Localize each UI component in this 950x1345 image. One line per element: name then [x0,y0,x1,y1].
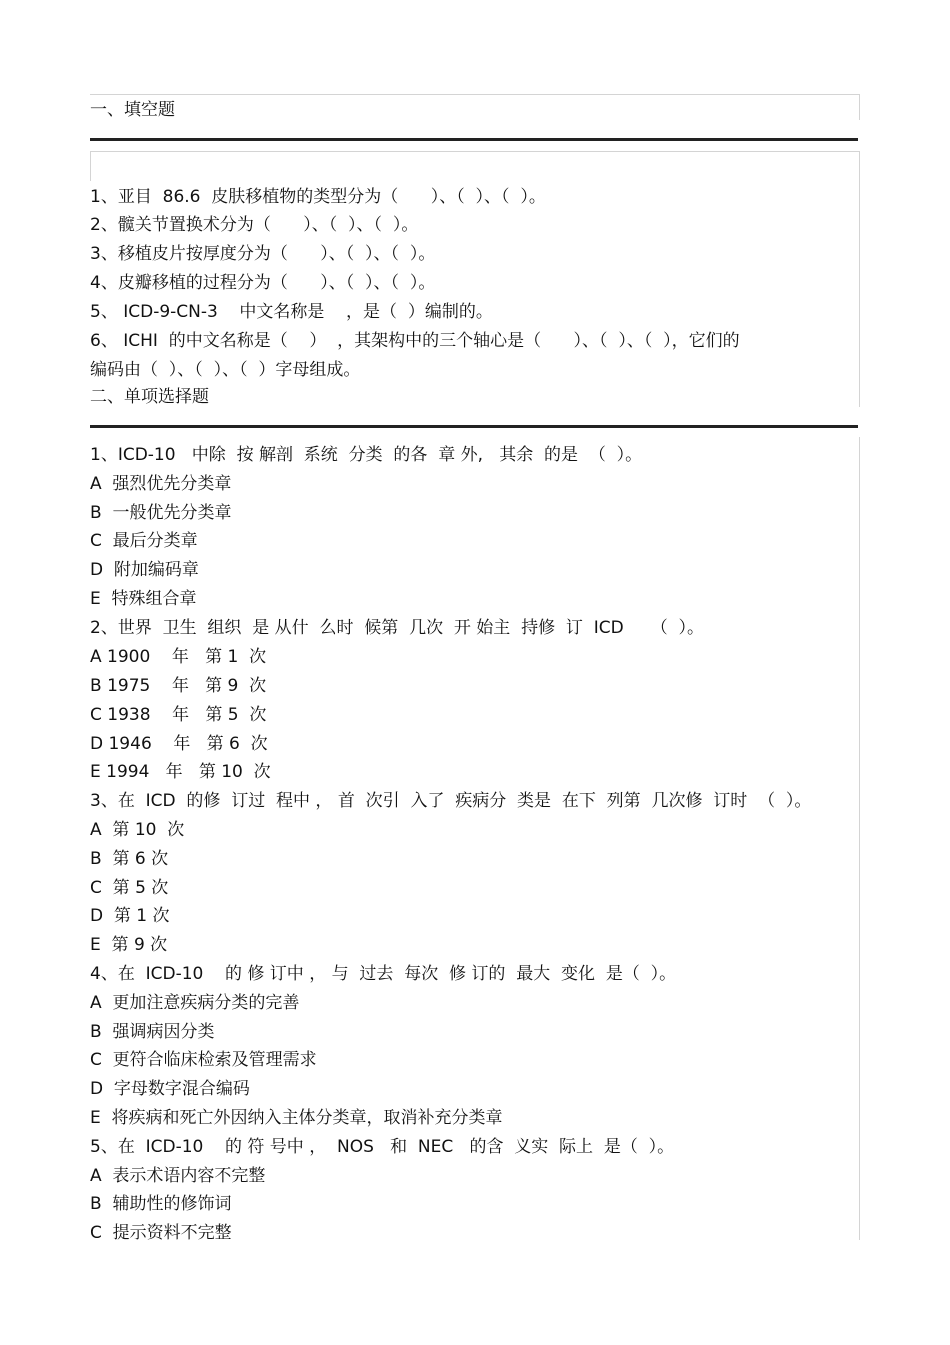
option-line: D 附加编码章 [90,560,199,580]
option-line: C 第 5 次 [90,878,169,898]
option-line: E 特殊组合章 [90,589,197,609]
fill-in-question-continued: 编码由（ ）、（ ）、（ ）字母组成。 [90,360,361,380]
question-2: 2、世界 卫生 组织 是 从什 么时 候第 几次 开 始主 持修 订 ICD （ ）。 [90,618,704,638]
frame-line [859,151,860,407]
option-line: D 第 1 次 [90,906,170,926]
fill-in-question: 1、亚目 86.6 皮肤移植物的类型分为（ ）、（ ）、（ ）。 [90,187,546,207]
option-line: A 第 10 次 [90,820,185,840]
frame-line [90,151,860,152]
option-line: E 第 9 次 [90,935,168,955]
option-line: A 1900 年 第 1 次 [90,647,267,667]
frame-line [859,437,860,1240]
option-line: D 1946 年 第 6 次 [90,734,268,754]
question-1: 1、ICD-10 中除 按 解剖 系统 分类 的各 章 外, 其余 的是 （ ）。 [90,445,643,465]
fill-in-question: 4、皮瓣移植的过程分为（ ）、（ ）、（ ）。 [90,273,436,293]
question-4: 4、在 ICD-10 的 修 订中 ， 与 过去 每次 修 订的 最大 变化 是（ ）。 [90,964,677,984]
question-3: 3、在 ICD 的修 订过 程中 ， 首 次引 入了 疾病分 类是 在下 列第 几次修 订时 （ ）。 [90,791,812,811]
option-line: A 更加注意疾病分类的完善 [90,993,300,1013]
option-line: B 强调病因分类 [90,1022,215,1042]
question-5: 5、在 ICD-10 的 符 号中 ， NOS 和 NEC 的含 义实 际上 是（ ）。 [90,1137,675,1157]
option-line: D 字母数字混合编码 [90,1079,250,1099]
fill-in-question: 5、 ICD-9-CN-3 中文名称是 ，是（ ）编制的。 [90,302,493,322]
option-line: B 一般优先分类章 [90,503,232,523]
section-heading-fill-in: 一、填空题 [90,100,175,120]
option-line: E 将疾病和死亡外因纳入主体分类章，取消补充分类章 [90,1108,503,1128]
section-divider [90,138,858,141]
frame-line [90,151,91,181]
fill-in-question: 6、 ICHI 的中文名称是（ ） ，其架构中的三个轴心是（ ）、（ ）、（ ），它们的 [90,331,740,351]
option-line: C 最后分类章 [90,531,198,551]
option-line: C 1938 年 第 5 次 [90,705,267,725]
fill-in-question: 2、髋关节置换术分为（ ）、（ ）、（ ）。 [90,215,419,235]
option-line: C 提示资料不完整 [90,1223,232,1243]
option-line: B 第 6 次 [90,849,169,869]
option-line: A 强烈优先分类章 [90,474,232,494]
section-divider [90,425,858,428]
option-line: B 辅助性的修饰词 [90,1194,232,1214]
option-line: B 1975 年 第 9 次 [90,676,267,696]
fill-in-question: 3、移植皮片按厚度分为（ ）、（ ）、（ ）。 [90,244,436,264]
option-line: E 1994 年 第 10 次 [90,762,271,782]
option-line: C 更符合临床检索及管理需求 [90,1050,317,1070]
frame-line [859,94,860,120]
option-line: A 表示术语内容不完整 [90,1166,266,1186]
section-heading-single-choice: 二、单项选择题 [90,387,209,407]
frame-line [90,94,860,95]
